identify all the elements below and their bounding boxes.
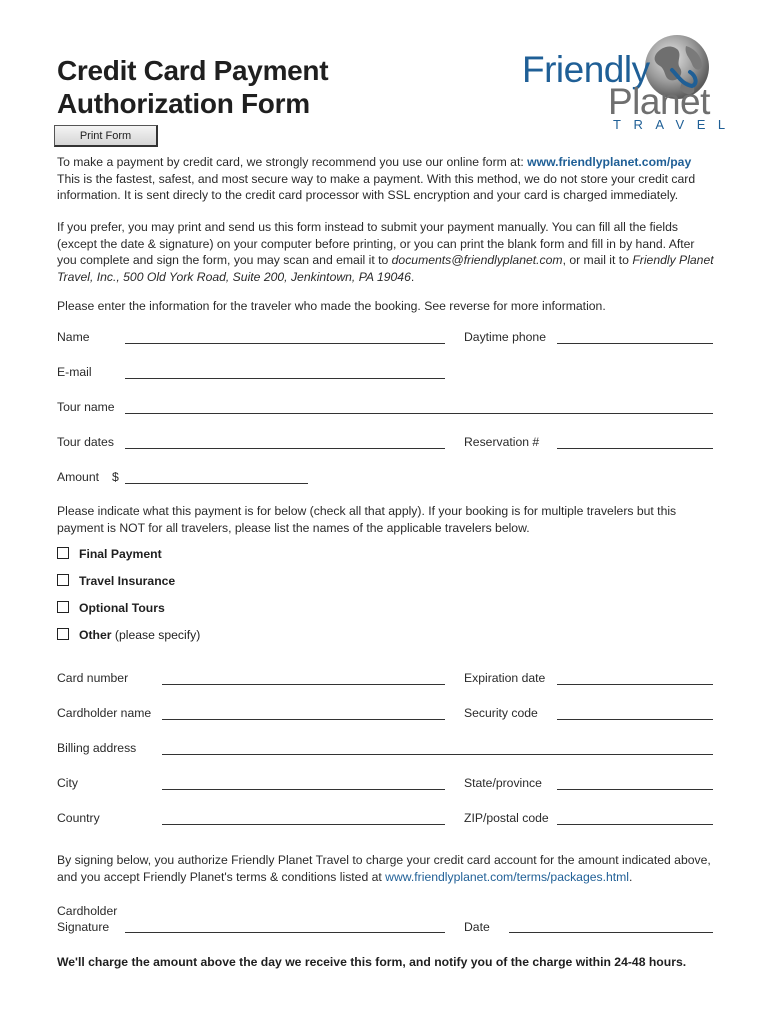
card-number-field[interactable] — [162, 684, 445, 685]
final-payment-text: Final Payment — [79, 547, 162, 561]
tour-name-label: Tour name — [57, 400, 115, 414]
other-label — [79, 627, 200, 643]
currency-symbol: $ — [112, 470, 119, 484]
signature-label-line-2: Signature — [57, 920, 110, 934]
logo-word-friendly: Friendly — [522, 49, 650, 90]
title-line-1: Credit Card Payment — [57, 55, 329, 86]
tour-dates-field[interactable] — [125, 448, 445, 449]
daytime-phone-field[interactable] — [557, 343, 713, 344]
other-checkbox[interactable] — [57, 628, 69, 640]
security-code-field[interactable] — [557, 719, 713, 720]
signature-field[interactable] — [125, 932, 445, 933]
email-address: documents@friendlyplanet.com — [391, 253, 563, 267]
country-label: Country — [57, 811, 100, 825]
email-label: E-mail — [57, 365, 92, 379]
travel-insurance-text: Travel Insurance — [79, 574, 176, 588]
state-field[interactable] — [557, 789, 713, 790]
travel-insurance-checkbox[interactable] — [57, 574, 69, 586]
date-label: Date — [464, 920, 490, 934]
billing-address-label: Billing address — [57, 741, 137, 755]
friendly-planet-logo — [520, 30, 738, 135]
travel-insurance-label — [79, 573, 175, 589]
logo-word-planet: Planet — [608, 81, 710, 122]
online-payment-link[interactable]: www.friendlyplanet.com/pay — [527, 155, 692, 169]
cardholder-name-field[interactable] — [162, 719, 445, 720]
other-text: Other — [79, 628, 112, 642]
country-field[interactable] — [162, 824, 445, 825]
optional-tours-text: Optional Tours — [79, 601, 165, 615]
page-title — [57, 54, 328, 120]
intro-p2-mid: , or mail it to — [562, 253, 633, 267]
payment-for-instructions: Please indicate what this payment is for below (check all that apply). If your booking is for multiple travelers but this payment is NOT for all travelers, please list the names of the applicable travelers below. — [57, 504, 677, 535]
mailing-address: Friendly Planet Travel, Inc., 500 Old York Road, Suite 200, Jenkintown, PA 19046 — [57, 253, 714, 284]
intro-p2-text: If you prefer, you may print and send us this form instead to submit your payment manually. You can fill all the fields (except the date & signature) on your computer before printing, or you can print the blank form and fill in by hand. After you complete and sign the form, you may scan and email it to — [57, 220, 695, 267]
city-label: City — [57, 776, 78, 790]
expiration-date-label: Expiration date — [464, 671, 546, 685]
expiration-date-field[interactable] — [557, 684, 713, 685]
final-payment-label — [79, 546, 162, 562]
intro-paragraph-1 — [57, 154, 717, 204]
signature-label-line-1: Cardholder — [57, 904, 118, 918]
intro-p2-end: . — [410, 269, 415, 284]
reservation-label: Reservation # — [464, 435, 540, 449]
terms-link[interactable]: www.friendlyplanet.com/terms/packages.html — [385, 869, 630, 884]
amount-field[interactable] — [125, 483, 308, 484]
state-label: State/province — [464, 776, 542, 790]
security-code-label: Security code — [464, 706, 538, 720]
other-suffix: (please specify) — [111, 628, 201, 642]
authorization-body: By signing below, you authorize Friendly Planet Travel to charge your credit card account for the amount indicated above, and you accept Friendly Planet's terms & conditions listed at — [57, 853, 711, 884]
intro-paragraph-2 — [57, 219, 717, 285]
authorization-end: . — [629, 869, 633, 884]
cardholder-name-label: Cardholder name — [57, 706, 152, 720]
reservation-field[interactable] — [557, 448, 713, 449]
traveler-instructions: Please enter the information for the traveler who made the booking. See reverse for more information. — [57, 299, 606, 313]
tour-name-field[interactable] — [125, 413, 713, 414]
intro-p1-rest: This is the fastest, safest, and most secure way to make a payment. With this method, we do not store your credit card information. It is sent direcly to the credit card processor with SSL encryption and your card is charged immediately. — [57, 171, 696, 202]
zip-field[interactable] — [557, 824, 713, 825]
intro-p1-text: To make a payment by credit card, we strongly recommend you use our online form at: — [57, 155, 528, 169]
title-line-2: Authorization Form — [57, 88, 310, 119]
tour-dates-label: Tour dates — [57, 435, 114, 449]
date-field[interactable] — [509, 932, 713, 933]
charge-notice: We'll charge the amount above the day we receive this form, and notify you of the charge within 24-48 hours. — [57, 955, 687, 969]
print-form-button[interactable]: Print Form — [54, 125, 158, 147]
name-label: Name — [57, 330, 90, 344]
optional-tours-checkbox[interactable] — [57, 601, 69, 613]
logo-word-travel: TRAVEL — [613, 117, 738, 132]
zip-label: ZIP/postal code — [464, 811, 549, 825]
authorization-text — [57, 852, 717, 885]
optional-tours-label — [79, 600, 165, 616]
amount-label: Amount — [57, 470, 100, 484]
name-field[interactable] — [125, 343, 445, 344]
daytime-phone-label: Daytime phone — [464, 330, 546, 344]
final-payment-checkbox[interactable] — [57, 547, 69, 559]
email-field[interactable] — [125, 378, 445, 379]
billing-address-field[interactable] — [162, 754, 713, 755]
city-field[interactable] — [162, 789, 445, 790]
card-number-label: Card number — [57, 671, 129, 685]
